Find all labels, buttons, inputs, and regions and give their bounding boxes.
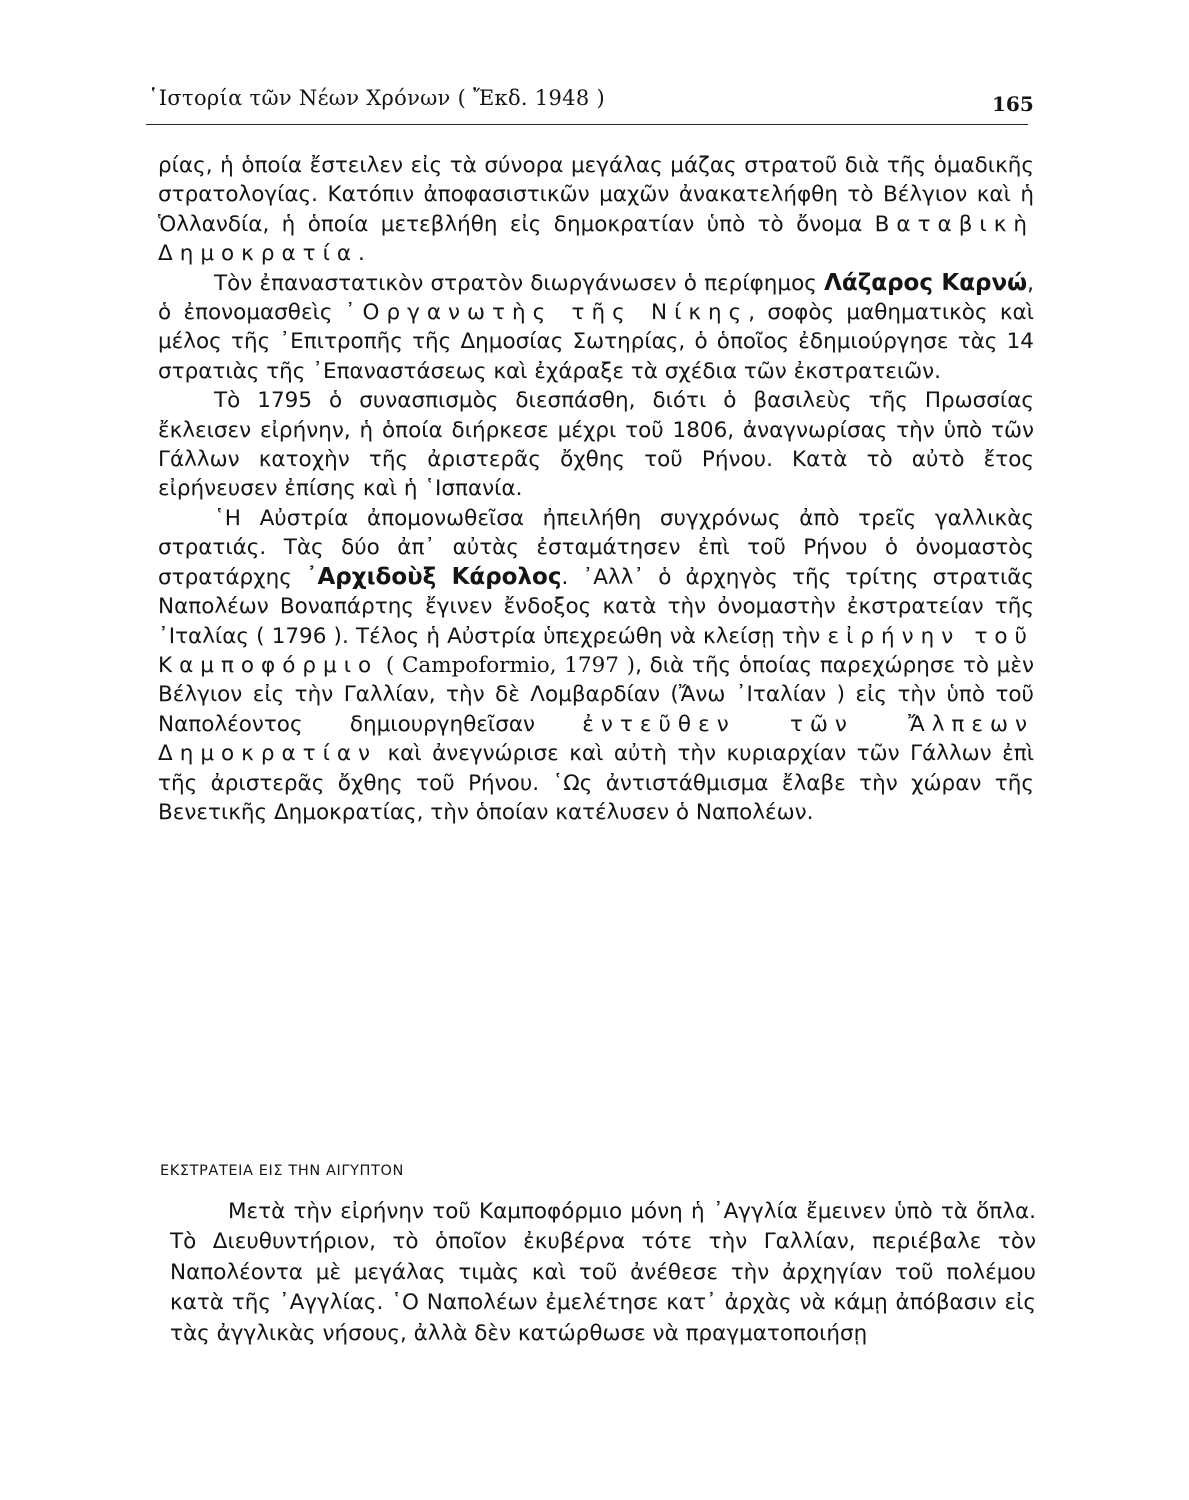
paragraph-4 xyxy=(158,504,1034,827)
section-heading: ΕΚΣΤΡΑΤΕΙΑ ΕΙΣ ΤΗΝ ΑΙΓΥΠΤΟΝ xyxy=(160,1163,404,1179)
section-text xyxy=(170,1197,1036,1349)
paragraph-2-text-a: Τὸν ἐπαναστατικὸν στρατὸν διωργάνωσεν ὁ περίφημος xyxy=(214,270,825,296)
paragraph-4-text-d: καὶ ἀνεγνώρισε καὶ αὐτὴ τὴν κυριαρχίαν τῶν Γάλλων ἐπὶ τῆς ἀριστερᾶς ὄχθης τοῦ Ρήνου. ῾Ως ἀντιστάθμισμα ἔλαβε τὴν χώραν τῆς Βενετικῆς Δημοκρατίας, τὴν ὁποίαν κατέλυσεν ὁ Ναπολέων. xyxy=(158,741,1034,825)
paragraph-2 xyxy=(158,269,1034,387)
paragraph-4-text-b: . ᾿Αλλ᾿ ὁ ἀρχηγὸς τῆς τρίτης στρατιᾶς Ναπολέων Βοναπάρτης ἔγινεν ἔνδοξος κατὰ τὴν ὀνομαστὴν ἐκστρατείαν τῆς ᾿Ιταλίας ( 1796 ). Τέλος ἡ Αὐστρία ὑπεχρεώθη νὰ κλείσῃ τὴν xyxy=(158,564,1035,649)
header-rule xyxy=(146,124,1028,125)
paragraph-4-text-a: ῾Η Αὐστρία ἀπομονωθεῖσα ἠπειλήθη συγχρόνως ἀπὸ τρεῖς γαλλικὰς στρατιάς. Τὰς δύο ἀπ᾿ αὐτὰς ἐσταμάτησεν ἐπὶ τοῦ Ρήνου ὁ ὀνομαστὸς στρατάρχης xyxy=(158,505,1034,590)
paragraph-2-text-b: , ὁ ἐπονομασθεὶς xyxy=(158,270,1034,326)
paragraph-2-text-c: , σοφὸς μαθηματικὸς καὶ μέλος τῆς ᾿Επιτροπῆς τῆς Δημοσίας Σωτηρίας, ὁ ὁποῖος ἐδημιούργησε τὰς 14 στρατιὰς τῆς ᾿Επαναστάσεως καὶ ἐχάραξε τὰ σχέδια τῶν ἐκστρατειῶν. xyxy=(158,300,1034,384)
paragraph-1-text: ρίας, ἡ ὁποία ἔστειλεν εἰς τὰ σύνορα μεγάλας μάζας στρατοῦ διὰ τῆς ὁμαδικῆς στρατολογίας. Κατόπιν ἀποφασιστικῶν μαχῶν ἀνακατελήφθη τὸ Βέλγιον καὶ ἡ Ὁλλανδία, ἡ ὁποία μετεβλήθη εἰς δημοκρατίαν ὑπὸ τὸ ὄνομα xyxy=(158,153,1034,237)
archduke-charles-name: ᾿Αρχιδοὺξ Κάρολος xyxy=(305,563,562,590)
cisalpine-republic-emphasis: ἐντεῦθεν τῶν Ἄλπεων Δημοκρατίαν xyxy=(158,711,1035,767)
organizer-of-victory-emphasis: ᾿Οργανωτὴς τῆς Νίκης xyxy=(344,300,749,326)
running-header-title: ῾Ιστορία τῶν Νέων Χρόνων ( Ἔκδ. 1948 ) xyxy=(148,86,605,110)
carnot-name: Λάζαρος Καρνώ xyxy=(824,269,1028,296)
paragraph-3: Τὸ 1795 ὁ συνασπισμὸς διεσπάσθη, διότι ὁ βασιλεὺς τῆς Πρωσσίας ἔκλεισεν εἰρήνην, ἡ ὁποία διήρκεσε μέχρι τοῦ 1806, ἀναγνωρίσας τὴν ὑπὸ τῶν Γάλλων κατοχὴν τῆς ἀριστερᾶς ὄχθης τοῦ Ρήνου. Κατὰ τὸ αὐτὸ ἔτος εἰρήνευσεν ἐπίσης καὶ ἡ ῾Ισπανία. xyxy=(158,388,1034,502)
batavian-republic-emphasis: Βαταβικὴ Δημοκρατία. xyxy=(158,211,1034,267)
campoformio-latin: ( Campoformio, 1797 ) xyxy=(378,652,636,678)
section-paragraph-1: Μετὰ τὴν εἰρήνην τοῦ Καμποφόρμιο μόνη ἡ ᾿Αγγλία ἔμεινεν ὑπὸ τὰ ὅπλα. Τὸ Διευθυντήριον, τὸ ὁποῖον ἐκυβέρνα τότε τὴν Γαλλίαν, περιέβαλε τὸν Ναπολέοντα μὲ μεγάλας τιμὰς καὶ τοῦ ἀνέθεσε τὴν ἀρχηγίαν τοῦ πολέμου κατὰ τῆς ᾿Αγγλίας. ῾Ο Ναπολέων ἐμελέτησε κατ᾿ ἀρχὰς νὰ κάμῃ ἀπόβασιν εἰς τὰς ἀγγλικὰς νήσους, ἀλλὰ δὲν κατώρθωσε νὰ πραγματοποιήσῃ xyxy=(170,1199,1036,1346)
treaty-emphasis: εἰρήνην τοῦ Καμποφόρμιο xyxy=(158,623,1034,678)
paragraph-1 xyxy=(158,151,1034,269)
page-number: 165 xyxy=(992,92,1034,116)
paragraph-4-text-c: , διὰ τῆς ὁποίας παρεχώρησε τὸ μὲν Βέλγιον εἰς τὴν Γαλλίαν, τὴν δὲ Λομβαρδίαν (Ἄνω ᾿Ιταλίαν ) εἰς τὴν ὑπὸ τοῦ Ναπολέοντος δημιουργηθεῖσαν xyxy=(158,652,1034,737)
main-text xyxy=(158,151,1034,827)
